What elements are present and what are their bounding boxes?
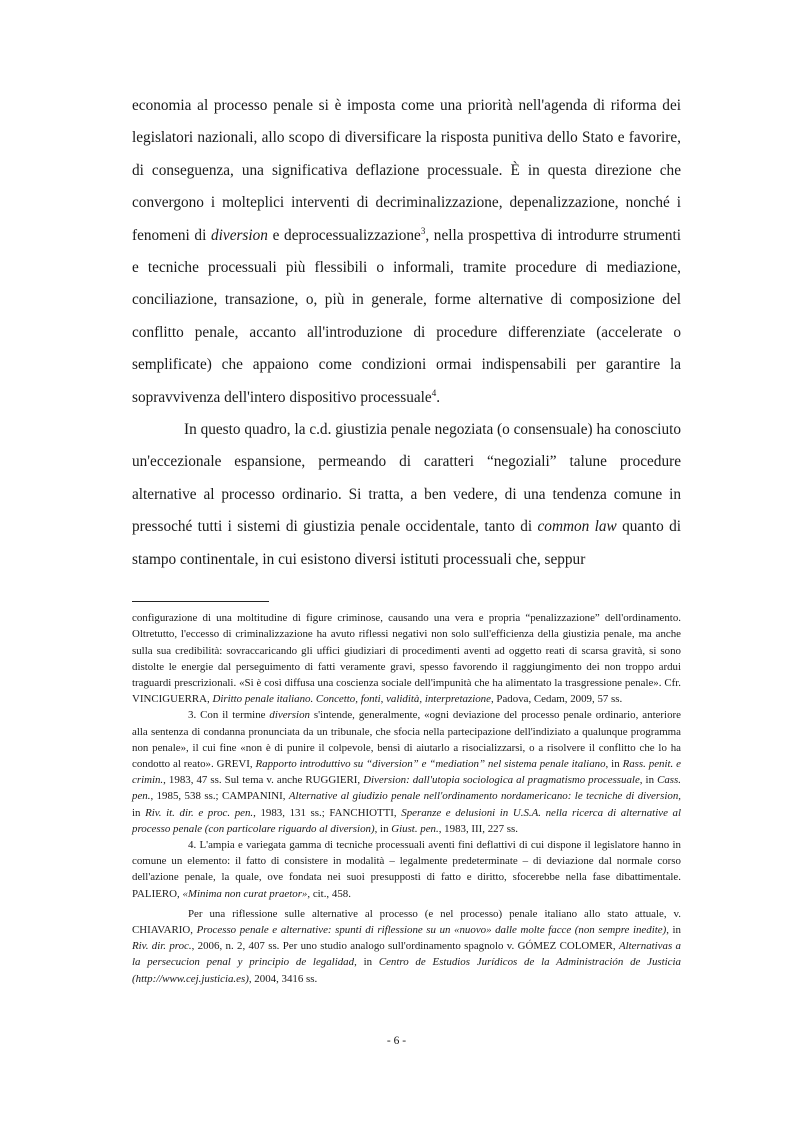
text-run: e deprocessualizzazione bbox=[267, 226, 421, 244]
footnote-ref: 4 bbox=[431, 387, 437, 398]
footnote-separator bbox=[132, 601, 269, 602]
text-run: In questo quadro, la c.d. giustizia penale negoziata (o consensuale) ha conosciuto un'eccezionale espansione, permeando di caratteri “negoziali” talune procedure alternative al processo ordinario. Si tratta, a ben vedere, di una tendenza comune in pressoché tutti i sistemi di giustizia penale occidentale, tanto di bbox=[132, 421, 681, 536]
text-run: quanto di stampo continentale, in cui esistono diversi istituti processuali che, seppur bbox=[132, 518, 681, 568]
italic-run: common law bbox=[537, 518, 617, 536]
text-run: , in bbox=[666, 923, 681, 936]
page-number: - 6 - bbox=[386, 1035, 407, 1047]
text-run: , 1983, 47 ss. Sul tema v. anche RUGGIERI, bbox=[163, 774, 364, 787]
text-run: , 1985, 538 ss.; CAMPANINI, bbox=[150, 790, 289, 803]
text-run: , 1983, 131 ss.; FANCHIOTTI, bbox=[253, 806, 402, 819]
italic-run: Processo penale e alternative: spunti di riflessione su un «nuovo» dalle molte facce (non sempre inedite) bbox=[196, 923, 667, 936]
text-run: 3. Con il termine bbox=[188, 709, 270, 722]
text-run: , in bbox=[132, 790, 681, 819]
italic-run: diversion bbox=[211, 226, 268, 244]
paragraph-1 bbox=[132, 90, 681, 414]
italic-run: Rapporto introduttivo su “diversion” e “mediation” nel sistema penale italiano bbox=[255, 757, 606, 770]
italic-run: Riv. it. dir. e proc. pen. bbox=[145, 806, 254, 819]
text-run: , 2004, 3416 ss. bbox=[248, 972, 318, 985]
text-run: , in bbox=[605, 757, 623, 770]
text-run: , 2006, n. 2, 407 ss. Per uno studio analogo sull'ordinamento spagnolo v. GÓMEZ COLOMER, bbox=[191, 940, 619, 953]
text-run: configurazione di una moltitudine di figure criminose, causando una vera e propria “penalizzazione” dell'ordinamento. Oltretutto, l'eccesso di criminalizzazione ha avuto riflessi negativi non solo sull'efficienza della giustizia penale, ma anche sulla sua credibilità: sovraccaricando gli uffici giudiziari di procedimenti aventi ad oggetto reati di scarsa gravità, si sono distolte le energie dal perseguimento di fatti veramente gravi, spesso favorendo il raggiungimento dei non troppo ardui traguardi prescrizionali. «Si è così diffusa una coscienza sociale dell'impunità che ha alimentato la trasgressione penale». Cfr. VINCIGUERRA, bbox=[132, 612, 681, 706]
italic-run: Cass. pen. bbox=[132, 774, 681, 803]
text-run: , Padova, Cedam, 2009, 57 ss. bbox=[490, 693, 623, 706]
paragraph-2 bbox=[132, 414, 681, 576]
footnote-3 bbox=[132, 707, 681, 837]
italic-run: Alternativas a la persecucion penal y principio de legalidad bbox=[132, 940, 681, 969]
footnote-continuation bbox=[132, 610, 681, 707]
italic-run: Rass. penit. e crimin. bbox=[132, 757, 681, 787]
text-run: s'intende, generalmente, «ogni deviazione del processo penale ordinario, anteriore alla sentenza di condanna pronunciata da un tribunale, che sfocia nella partecipazione dell'indiziato a qualunque programma non penale», il cui fine «non è di punire il colpevole, bensì di aiutarlo a risocializzarsi, o a risolvere il conflitto che lo ha condotto al reato». GREVI, bbox=[132, 709, 681, 770]
footnote-ref: 3 bbox=[420, 225, 426, 236]
text-run: , cit., 458. bbox=[307, 887, 351, 900]
italic-run: Diversion: dall'utopia sociologica al pragmatismo processuale bbox=[363, 774, 640, 787]
text-run: , in bbox=[374, 822, 392, 835]
italic-run: Alternative al giudizio penale nell'ordinamento nordamericano: le tecniche di diversion bbox=[288, 790, 679, 803]
text-run: economia al processo penale si è imposta come una priorità nell'agenda di riforma dei legislatori nazionali, allo scopo di diversificare la risposta punitiva dello Stato e favorire, di conseguenza, una significativa deflazione processuale. È in questa direzione che convergono i molteplici interventi di decriminalizzazione, depenalizzazione, nonché i fenomeni di bbox=[132, 97, 681, 244]
text-run: Per una riflessione sulle alternative al processo (e nel processo) penale italiano allo stato attuale, v. CHIAVARIO, bbox=[132, 907, 681, 936]
text-run: , 1983, III, 227 ss. bbox=[438, 822, 518, 835]
footnote-4 bbox=[132, 837, 681, 902]
text-run: 4. L'ampia e variegata gamma di tecniche processuali aventi fini deflattivi di cui dispone il legislatore hanno in comune un elemento: il fatto di consistere in modalità – legalmente predeterminate – di deviazione dal normale corso dell'azione penale, la quale, ove fondata nei suoi presupposti di fatto e diritto, sfocerebbe nella fase dibattimentale. PALIERO, bbox=[132, 838, 681, 900]
italic-run: Speranze e delusioni in U.S.A. nella ricerca di alternative al processo penale (con particolare riguardo al diversion) bbox=[132, 806, 681, 835]
italic-run: Diritto penale italiano. Concetto, fonti, validità, interpretazione bbox=[212, 693, 491, 706]
footnote-4-continued bbox=[132, 906, 681, 987]
text-run: , in bbox=[354, 956, 379, 969]
italic-run: Riv. dir. proc. bbox=[132, 940, 192, 953]
text-run: , in bbox=[639, 774, 658, 787]
main-text bbox=[132, 90, 681, 576]
italic-run: Centro de Estudios Jurídicos de la Administración de Justicia (http://www.cej.justicia.es) bbox=[132, 956, 681, 985]
footnotes bbox=[132, 610, 681, 987]
italic-run: diversion bbox=[269, 709, 310, 722]
italic-run: «Minima non curat praetor» bbox=[182, 887, 308, 900]
italic-run: Giust. pen. bbox=[391, 822, 439, 835]
text-run: . bbox=[436, 388, 441, 406]
text-run: , nella prospettiva di introdurre strumenti e tecniche processuali più flessibili o informali, tramite procedure di mediazione, conciliazione, transazione, o, più in generale, forme alternative di composizione del conflitto penale, accanto all'introduzione di procedure differenziate (accelerate o semplificate) che appaiono come condizioni ormai indispensabili per garantire la sopravvivenza dell'intero dispositivo processuale bbox=[132, 226, 681, 406]
